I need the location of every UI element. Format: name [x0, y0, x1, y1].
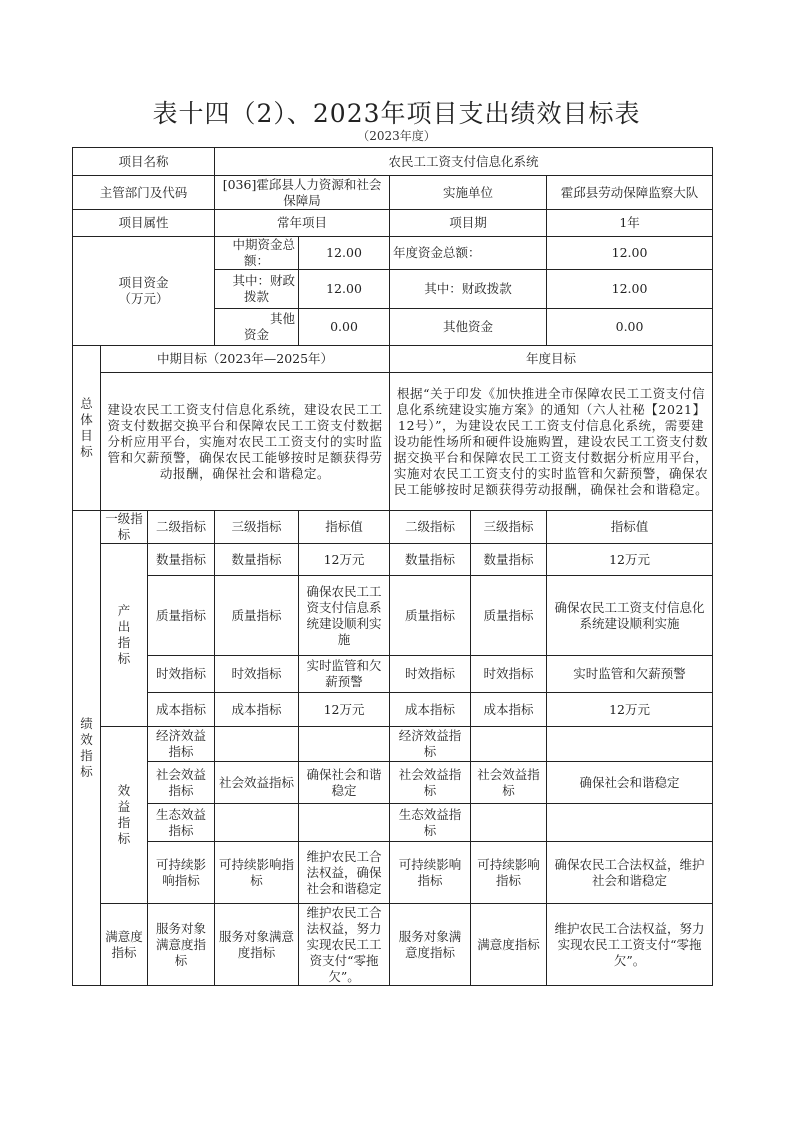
- header-yr-level3: 三级指标: [471, 511, 547, 544]
- cell-mid-val: 实时监管和欠薪预警: [299, 656, 390, 693]
- cell-yr-val: 确保社会和谐稳定: [547, 762, 713, 804]
- mid-goal-header: 中期目标（2023年—2025年）: [101, 346, 390, 373]
- page-subtitle: （2023年度）: [357, 129, 436, 143]
- cell-mid-l3: 社会效益指标: [215, 762, 299, 804]
- cell-mid-val: 确保农民工工资支付信息系统建设顺利实施: [299, 576, 390, 656]
- mid-goal-text: 建设农民工工资支付信息化系统，建设农民工工资支付数据交换平台和保障农民工工资支付数据分析应用平台，实施对农民工工资支付的实时监管和欠薪预警，确保农民工能够按时足额获得劳动报酬，确保社会和谐稳定。: [101, 373, 390, 511]
- project-name-label: 项目名称: [73, 148, 215, 176]
- header-level1: 一级指标: [101, 511, 148, 544]
- cell-yr-l2: 社会效益指标: [390, 762, 471, 804]
- goals-section-label: 总 体 目 标: [73, 346, 101, 511]
- cell-yr-val: 12万元: [547, 544, 713, 576]
- cell-mid-val: 12万元: [299, 693, 390, 727]
- dept-value: [036]霍邱县人力资源和社会保障局: [215, 176, 390, 210]
- table-row: [73, 762, 713, 804]
- cell-yr-l2: 生态效益指标: [390, 804, 471, 842]
- cell-yr-val: 维护农民工合法权益，努力实现农民工工资支付“零拖欠”。: [547, 904, 713, 986]
- mid-fiscal-label: 其中：财政 拨款: [215, 270, 299, 309]
- row-funds-total: [73, 237, 713, 270]
- attr-label: 项目属性: [73, 210, 215, 237]
- dept-label: 主管部门及代码: [73, 176, 215, 210]
- funds-label-line2: （万元）: [118, 291, 169, 306]
- page-title: 表十四（2）、2023年项目支出绩效目标表: [152, 99, 641, 128]
- cell-yr-val: [547, 727, 713, 762]
- year-other-value: 0.00: [547, 309, 713, 346]
- table-row: [73, 656, 713, 693]
- project-name-value: 农民工工资支付信息化系统: [215, 148, 713, 176]
- mid-other-label: 其他 资金: [215, 309, 299, 346]
- cell-yr-l3: [471, 804, 547, 842]
- row-goals-header: [73, 346, 713, 373]
- cell-mid-l3: 成本指标: [215, 693, 299, 727]
- table-row: [73, 693, 713, 727]
- table-row: [73, 904, 713, 986]
- cell-yr-l2: 时效指标: [390, 656, 471, 693]
- cell-mid-l2: 可持续影响指标: [148, 842, 215, 904]
- mid-other-value: 0.00: [299, 309, 390, 346]
- mid-fiscal-value: 12.00: [299, 270, 390, 309]
- cell-mid-l2: 生态效益指标: [148, 804, 215, 842]
- cell-mid-l2: 服务对象满意度指标: [148, 904, 215, 986]
- impl-label: 实施单位: [390, 176, 547, 210]
- table-row: [73, 576, 713, 656]
- cell-yr-val: 确保农民工工资支付信息化系统建设顺利实施: [547, 576, 713, 656]
- funds-label: [73, 237, 215, 346]
- cell-mid-l2: 社会效益指标: [148, 762, 215, 804]
- impl-value: 霍邱县劳动保障监察大队: [547, 176, 713, 210]
- row-goals-text: [73, 373, 713, 511]
- cell-yr-l2: 成本指标: [390, 693, 471, 727]
- header-mid-level3: 三级指标: [215, 511, 299, 544]
- cell-mid-val: [299, 804, 390, 842]
- header-mid-level2: 二级指标: [148, 511, 215, 544]
- cell-yr-l3: 时效指标: [471, 656, 547, 693]
- cell-mid-l2: 时效指标: [148, 656, 215, 693]
- year-fiscal-label: 其中：财政拨款: [390, 270, 547, 309]
- cell-yr-l3: 数量指标: [471, 544, 547, 576]
- cell-mid-l2: 成本指标: [148, 693, 215, 727]
- row-department: [73, 176, 713, 210]
- cell-mid-l3: 可持续影响指标: [215, 842, 299, 904]
- cell-yr-l3: 社会效益指标: [471, 762, 547, 804]
- cell-mid-l3: 服务对象满意度指标: [215, 904, 299, 986]
- cell-yr-l3: 满意度指标: [471, 904, 547, 986]
- cell-mid-val: 维护农民工合法权益，努力实现农民工工资支付“零拖欠”。: [299, 904, 390, 986]
- cell-mid-l3: [215, 727, 299, 762]
- group-effect: 效 益 指 标: [101, 727, 148, 904]
- attr-value: 常年项目: [215, 210, 390, 237]
- cell-mid-val: [299, 727, 390, 762]
- cell-yr-val: 12万元: [547, 693, 713, 727]
- mid-total-value: 12.00: [299, 237, 390, 270]
- cell-mid-l2: 质量指标: [148, 576, 215, 656]
- mid-total-label: 中期资金总 额：: [215, 237, 299, 270]
- cell-mid-val: 确保社会和谐稳定: [299, 762, 390, 804]
- row-perf-header: [73, 511, 713, 544]
- header-mid-value: 指标值: [299, 511, 390, 544]
- table-row: [73, 804, 713, 842]
- cell-yr-l3: 成本指标: [471, 693, 547, 727]
- cell-yr-val: 确保农民工合法权益，维护社会和谐稳定: [547, 842, 713, 904]
- table-row: [73, 842, 713, 904]
- row-project-name: [73, 148, 713, 176]
- cell-yr-l2: 服务对象满意度指标: [390, 904, 471, 986]
- year-fiscal-value: 12.00: [547, 270, 713, 309]
- period-value: 1年: [547, 210, 713, 237]
- cell-yr-l3: [471, 727, 547, 762]
- row-attribute: [73, 210, 713, 237]
- cell-yr-val: [547, 804, 713, 842]
- header-yr-value: 指标值: [547, 511, 713, 544]
- perf-section-label: 绩 效 指 标: [73, 511, 101, 986]
- cell-mid-l3: 数量指标: [215, 544, 299, 576]
- year-total-value: 12.00: [547, 237, 713, 270]
- cell-yr-l2: 可持续影响指标: [390, 842, 471, 904]
- cell-mid-l2: 经济效益指标: [148, 727, 215, 762]
- table-row: [73, 727, 713, 762]
- period-label: 项目期: [390, 210, 547, 237]
- cell-yr-val: 实时监管和欠薪预警: [547, 656, 713, 693]
- performance-target-table: [72, 147, 713, 986]
- header-yr-level2: 二级指标: [390, 511, 471, 544]
- cell-yr-l3: 可持续影响指标: [471, 842, 547, 904]
- cell-yr-l2: 数量指标: [390, 544, 471, 576]
- cell-yr-l3: 质量指标: [471, 576, 547, 656]
- funds-label-line1: 项目资金: [118, 275, 169, 290]
- cell-mid-l2: 数量指标: [148, 544, 215, 576]
- cell-mid-l3: [215, 804, 299, 842]
- group-satisfaction: 满意度指标: [101, 904, 148, 986]
- year-other-label: 其他资金: [390, 309, 547, 346]
- year-goal-text: 根据“关于印发《加快推进全市保障农民工工资支付信息化系统建设实施方案》的通知（六人社秘【2021】12号）”，为建设农民工工资支付信息化系统，需要建设功能性场所和硬件设施购置，建设农民工工资支付数据交换平台和保障农民工工资支付数据分析应用平台，实施对农民工工资支付的实时监管和欠薪预警，确保农民工能够按时足额获得劳动报酬，确保社会和谐稳定。: [390, 373, 713, 511]
- group-output: 产 出 指 标: [101, 544, 148, 727]
- table-row: [73, 544, 713, 576]
- cell-yr-l2: 经济效益指标: [390, 727, 471, 762]
- year-goal-header: 年度目标: [390, 346, 713, 373]
- cell-mid-val: 维护农民工合法权益，确保社会和谐稳定: [299, 842, 390, 904]
- year-total-label: 年度资金总额：: [390, 237, 547, 270]
- cell-mid-val: 12万元: [299, 544, 390, 576]
- cell-mid-l3: 时效指标: [215, 656, 299, 693]
- cell-mid-l3: 质量指标: [215, 576, 299, 656]
- cell-yr-l2: 质量指标: [390, 576, 471, 656]
